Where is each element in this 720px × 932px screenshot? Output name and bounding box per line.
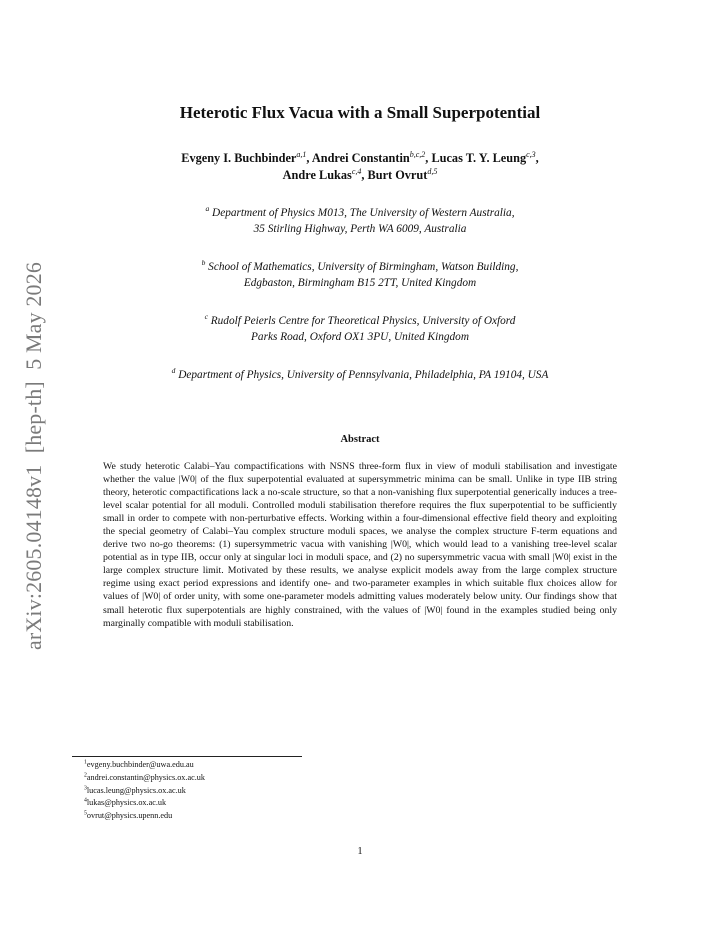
author-line-1 bbox=[0, 150, 720, 167]
affiliation-c bbox=[0, 313, 720, 345]
footnote-divider bbox=[72, 756, 302, 757]
footnote-email: evgeny.buchbinder@uwa.edu.au bbox=[86, 760, 194, 769]
affiliation-mark: d bbox=[171, 366, 176, 376]
page-number: 1 bbox=[357, 846, 363, 857]
footnote-mark: 5 bbox=[84, 810, 87, 817]
footnote-mark: 3 bbox=[84, 784, 87, 791]
affiliation-mark: b bbox=[201, 258, 206, 268]
author-separator: , bbox=[361, 168, 368, 182]
footnote-mark: 2 bbox=[84, 772, 87, 779]
author-name: Lucas T. Y. Leung bbox=[431, 151, 527, 165]
affiliation-d bbox=[0, 367, 720, 383]
footnote-item bbox=[84, 810, 205, 823]
affiliation-b bbox=[0, 259, 720, 291]
affiliation-line bbox=[0, 259, 720, 275]
author-separator: , bbox=[306, 151, 312, 165]
footnote-email: lukas@physics.ox.ac.uk bbox=[86, 798, 167, 808]
affiliation-mark: c bbox=[204, 312, 208, 322]
author-name: Evgeny I. Buchbinder bbox=[181, 151, 297, 165]
affiliation-line bbox=[0, 205, 720, 221]
footnote-item bbox=[84, 759, 205, 772]
affiliation-line: 35 Stirling Highway, Perth WA 6009, Australia bbox=[253, 223, 467, 235]
footnote-email: ovrut@physics.upenn.edu bbox=[86, 811, 173, 821]
affiliation-line: Parks Road, Oxford OX1 3PU, United Kingdom bbox=[251, 331, 469, 343]
footnote-item bbox=[84, 785, 205, 798]
author-name: Burt Ovrut bbox=[367, 168, 428, 182]
affiliation-line bbox=[0, 313, 720, 329]
footnote-mark: 1 bbox=[84, 759, 87, 766]
author-list bbox=[0, 150, 720, 184]
footnote-list bbox=[84, 759, 205, 823]
abstract-heading: Abstract bbox=[340, 434, 380, 445]
author-line-2 bbox=[0, 167, 720, 184]
author-separator: , bbox=[535, 151, 539, 165]
footnote-item bbox=[84, 797, 205, 810]
affiliation-a bbox=[0, 205, 720, 237]
footnote-email: lucas.leung@physics.ox.ac.uk bbox=[86, 785, 186, 795]
footnote-item bbox=[84, 772, 205, 785]
author-affiliation-mark: c,3 bbox=[526, 149, 536, 159]
affiliation-text: School of Mathematics, University of Birmingham, Watson Building, bbox=[208, 261, 519, 273]
affiliation-text: Rudolf Peierls Centre for Theoretical Physics, University of Oxford bbox=[210, 315, 516, 327]
arxiv-identifier-text: arXiv:2605.04148v1 [hep-th] 5 May 2026 bbox=[21, 260, 46, 650]
paper-title: Heterotic Flux Vacua with a Small Superpotential bbox=[179, 103, 541, 122]
affiliation-text: Department of Physics M013, The University of Western Australia, bbox=[212, 207, 515, 219]
footnote-mark: 4 bbox=[84, 797, 87, 804]
author-name: Andrei Constantin bbox=[311, 151, 410, 165]
affiliation-mark: a bbox=[205, 204, 210, 214]
affiliation-line: Edgbaston, Birmingham B15 2TT, United Kingdom bbox=[243, 277, 477, 289]
author-separator: , bbox=[425, 151, 432, 165]
affiliation-line bbox=[0, 367, 720, 383]
author-affiliation-mark: a,1 bbox=[296, 149, 307, 159]
author-name: Andre Lukas bbox=[282, 168, 352, 182]
author-affiliation-mark: c,4 bbox=[351, 166, 362, 176]
abstract-text: We study heterotic Calabi–Yau compactifications with NSNS three-form flux in view of moduli stabilisation and investigate whether the value |W0| of the flux superpotential evaluated at supersymmetric minima can be small. Unlike in type IIB string theory, heterotic compactifications lack a no-scale structure, so that a non-vanishing flux superpotential generically induces a tree-level scalar potential for all moduli. Controlled moduli stabilisation therefore requires the flux superpotential to be sufficiently small in order to compete with non-perturbative effects. Working within a four-dimensional effective field theory and exploiting the special geometry of Calabi–Yau complex structure moduli spaces, we analyse the complex structure F-term equations and derive two no-go theorems: (1) supersymmetric vacua with vanishing |W0|, which would lead to a vanishing tree-level scalar potential as in type IIB, occur only at singular loci in moduli space, and (2) no supersymmetric vacua with small |W0| exist in the large complex structure limit. Motivated by these results, we analyse explicit models away from the large complex structure regime using exact period expressions and identify one- and two-parameter examples in which suitable flux choices allow for values of |W0| of order unity, with some one-parameter models admitting values moderately below unity. Our findings show that small heterotic flux superpotentials are highly constrained, with the values of |W0| found in the examples studied being only marginally compatible with moduli stabilisation. bbox=[103, 461, 617, 629]
footnote-email: andrei.constantin@physics.ox.ac.uk bbox=[86, 772, 205, 782]
author-affiliation-mark: d,5 bbox=[427, 166, 438, 176]
affiliation-text: Department of Physics, University of Pennsylvania, Philadelphia, PA 19104, USA bbox=[178, 369, 549, 381]
author-affiliation-mark: b,c,2 bbox=[409, 149, 426, 159]
